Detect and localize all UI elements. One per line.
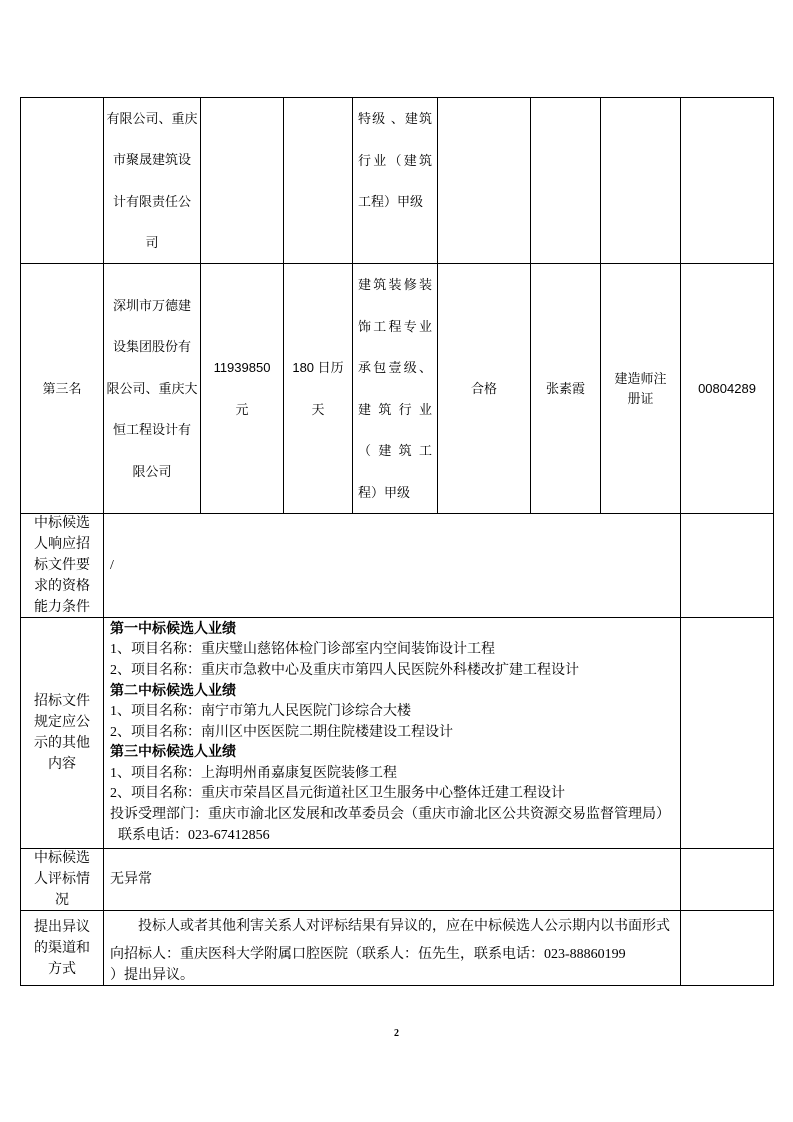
bid-price-cell <box>200 97 284 264</box>
project-manager-name: 张素霞 <box>545 380 585 396</box>
qualification-line: 承包壹级、 <box>358 360 432 375</box>
bidder-name-line: 司 <box>145 235 159 250</box>
construction-period-cell <box>283 97 353 264</box>
blank-side-cell <box>680 910 774 986</box>
qualification-line: 工程）甲级 <box>358 194 424 209</box>
bid-price-cell <box>200 263 284 514</box>
qualification-cell <box>352 263 438 514</box>
row-label-line: 招标文件 <box>34 694 90 709</box>
row-label-line: 示的其他 <box>34 736 90 751</box>
rank-cell <box>20 97 104 264</box>
row-label-line: 况 <box>55 893 69 908</box>
performance-project-line: 1、项目名称：重庆璧山慈铭体检门诊部室内空间装饰设计工程 <box>110 642 495 658</box>
qualification-line: 饰工程专业 <box>358 318 432 334</box>
quality-value: 合格 <box>470 380 497 396</box>
other-content-value-cell <box>103 617 681 849</box>
objection-value-cell <box>103 910 681 986</box>
objection-text-line: ）提出异议。 <box>110 968 194 983</box>
bidder-name-cell <box>103 97 201 264</box>
bidder-name-line: 限公司 <box>132 463 172 479</box>
project-manager-cell <box>530 263 601 514</box>
blank-side-cell <box>680 617 774 849</box>
row-label-line: 规定应公 <box>34 715 90 730</box>
row-label-line: 求的资格 <box>34 579 90 594</box>
performance-project-line: 2、项目名称：南川区中医医院二期住院楼建设工程设计 <box>110 724 453 740</box>
construction-period-cell <box>283 263 353 514</box>
page-number: 2 <box>394 1028 399 1039</box>
performance-heading: 第三中标候选人业绩 <box>110 745 236 761</box>
evaluation-value: 无异常 <box>110 872 152 887</box>
row-label-line: 人响应招 <box>34 537 90 552</box>
performance-project-line: 2、项目名称：重庆市荣昌区昌元街道社区卫生服务中心整体迁建工程设计 <box>110 786 565 802</box>
other-content-label-cell <box>20 617 104 849</box>
blank-side-cell <box>680 513 774 618</box>
bid-price-value: 11939850 <box>213 359 271 375</box>
objection-label-cell <box>20 910 104 986</box>
row-label-line: 提出异议 <box>34 919 90 935</box>
rank-cell <box>20 263 104 514</box>
row-label-line: 方式 <box>48 961 76 977</box>
certificate-number-value: 00804289 <box>698 380 756 396</box>
evaluation-label-cell <box>20 848 104 911</box>
performance-heading: 第一中标候选人业绩 <box>110 621 236 637</box>
certificate-number-cell <box>680 97 774 264</box>
certificate-type-cell <box>600 97 681 264</box>
bid-price-unit: 元 <box>235 401 249 417</box>
row-label-line: 中标候选 <box>34 851 90 866</box>
rank-label: 第三名 <box>42 380 82 396</box>
qualification-conditions-value-cell <box>103 513 681 618</box>
blank-side-cell <box>680 848 774 911</box>
objection-text-line: 向招标人：重庆医科大学附属口腔医院（联系人：伍先生，联系电话：023-88860199 <box>110 947 626 962</box>
certificate-type-line: 建造师注 <box>614 370 667 386</box>
complaint-department: 投诉受理部门：重庆市渝北区发展和改革委员会（重庆市渝北区公共资源交易监督管理局） <box>110 807 670 823</box>
row-label-line: 标文件要 <box>34 558 90 573</box>
bidder-name-cell <box>103 263 201 514</box>
construction-period-line: 180 日历 <box>292 359 344 375</box>
quality-cell <box>437 263 531 514</box>
row-label-line: 中标候选 <box>34 516 90 531</box>
bidder-name-line: 深圳市万德建 <box>112 297 191 313</box>
certificate-type-cell <box>600 263 681 514</box>
complaint-phone: 联系电话：023-67412856 <box>118 827 270 843</box>
bidder-name-line: 有限公司、重庆 <box>106 110 198 126</box>
bidder-name-line: 市聚晟建筑设 <box>112 152 191 167</box>
certificate-number-cell <box>680 263 774 514</box>
qualification-line: （ 建 筑 工 <box>358 443 432 458</box>
bidder-name-line: 设集团股份有 <box>112 339 191 355</box>
bidder-name-line: 计有限责任公 <box>112 193 191 209</box>
row-label-line: 内容 <box>48 757 76 772</box>
row-label-line: 人评标情 <box>34 872 90 887</box>
qualification-line: 程）甲级 <box>358 484 411 500</box>
project-manager-cell <box>530 97 601 264</box>
qualification-conditions-value: / <box>110 558 114 573</box>
row-label-line: 的渠道和 <box>34 940 90 956</box>
evaluation-value-cell <box>103 848 681 911</box>
row-label-line: 能力条件 <box>34 600 90 615</box>
bidder-name-line: 限公司、重庆大 <box>106 380 198 396</box>
construction-period-line: 天 <box>311 401 325 417</box>
performance-heading: 第二中标候选人业绩 <box>110 683 236 699</box>
qualification-line: 特级 、建筑 <box>358 111 432 126</box>
bidder-name-line: 恒工程设计有 <box>112 422 191 438</box>
qualification-conditions-label-cell <box>20 513 104 618</box>
quality-cell <box>437 97 531 264</box>
qualification-cell <box>352 97 438 264</box>
qualification-line: 建 筑 行 业 <box>358 401 432 417</box>
performance-project-line: 1、项目名称：上海明州甬嘉康复医院装修工程 <box>110 765 397 781</box>
qualification-line: 建筑装修装 <box>358 277 432 292</box>
performance-project-line: 2、项目名称：重庆市急救中心及重庆市第四人民医院外科楼改扩建工程设计 <box>110 662 579 678</box>
performance-project-line: 1、项目名称：南宁市第九人民医院门诊综合大楼 <box>110 704 411 720</box>
objection-text-line: 投标人或者其他利害关系人对评标结果有异议的，应在中标候选人公示期内以书面形式 <box>138 919 670 934</box>
certificate-type-line: 册证 <box>627 390 654 406</box>
qualification-line: 行业（建筑 <box>358 152 432 168</box>
